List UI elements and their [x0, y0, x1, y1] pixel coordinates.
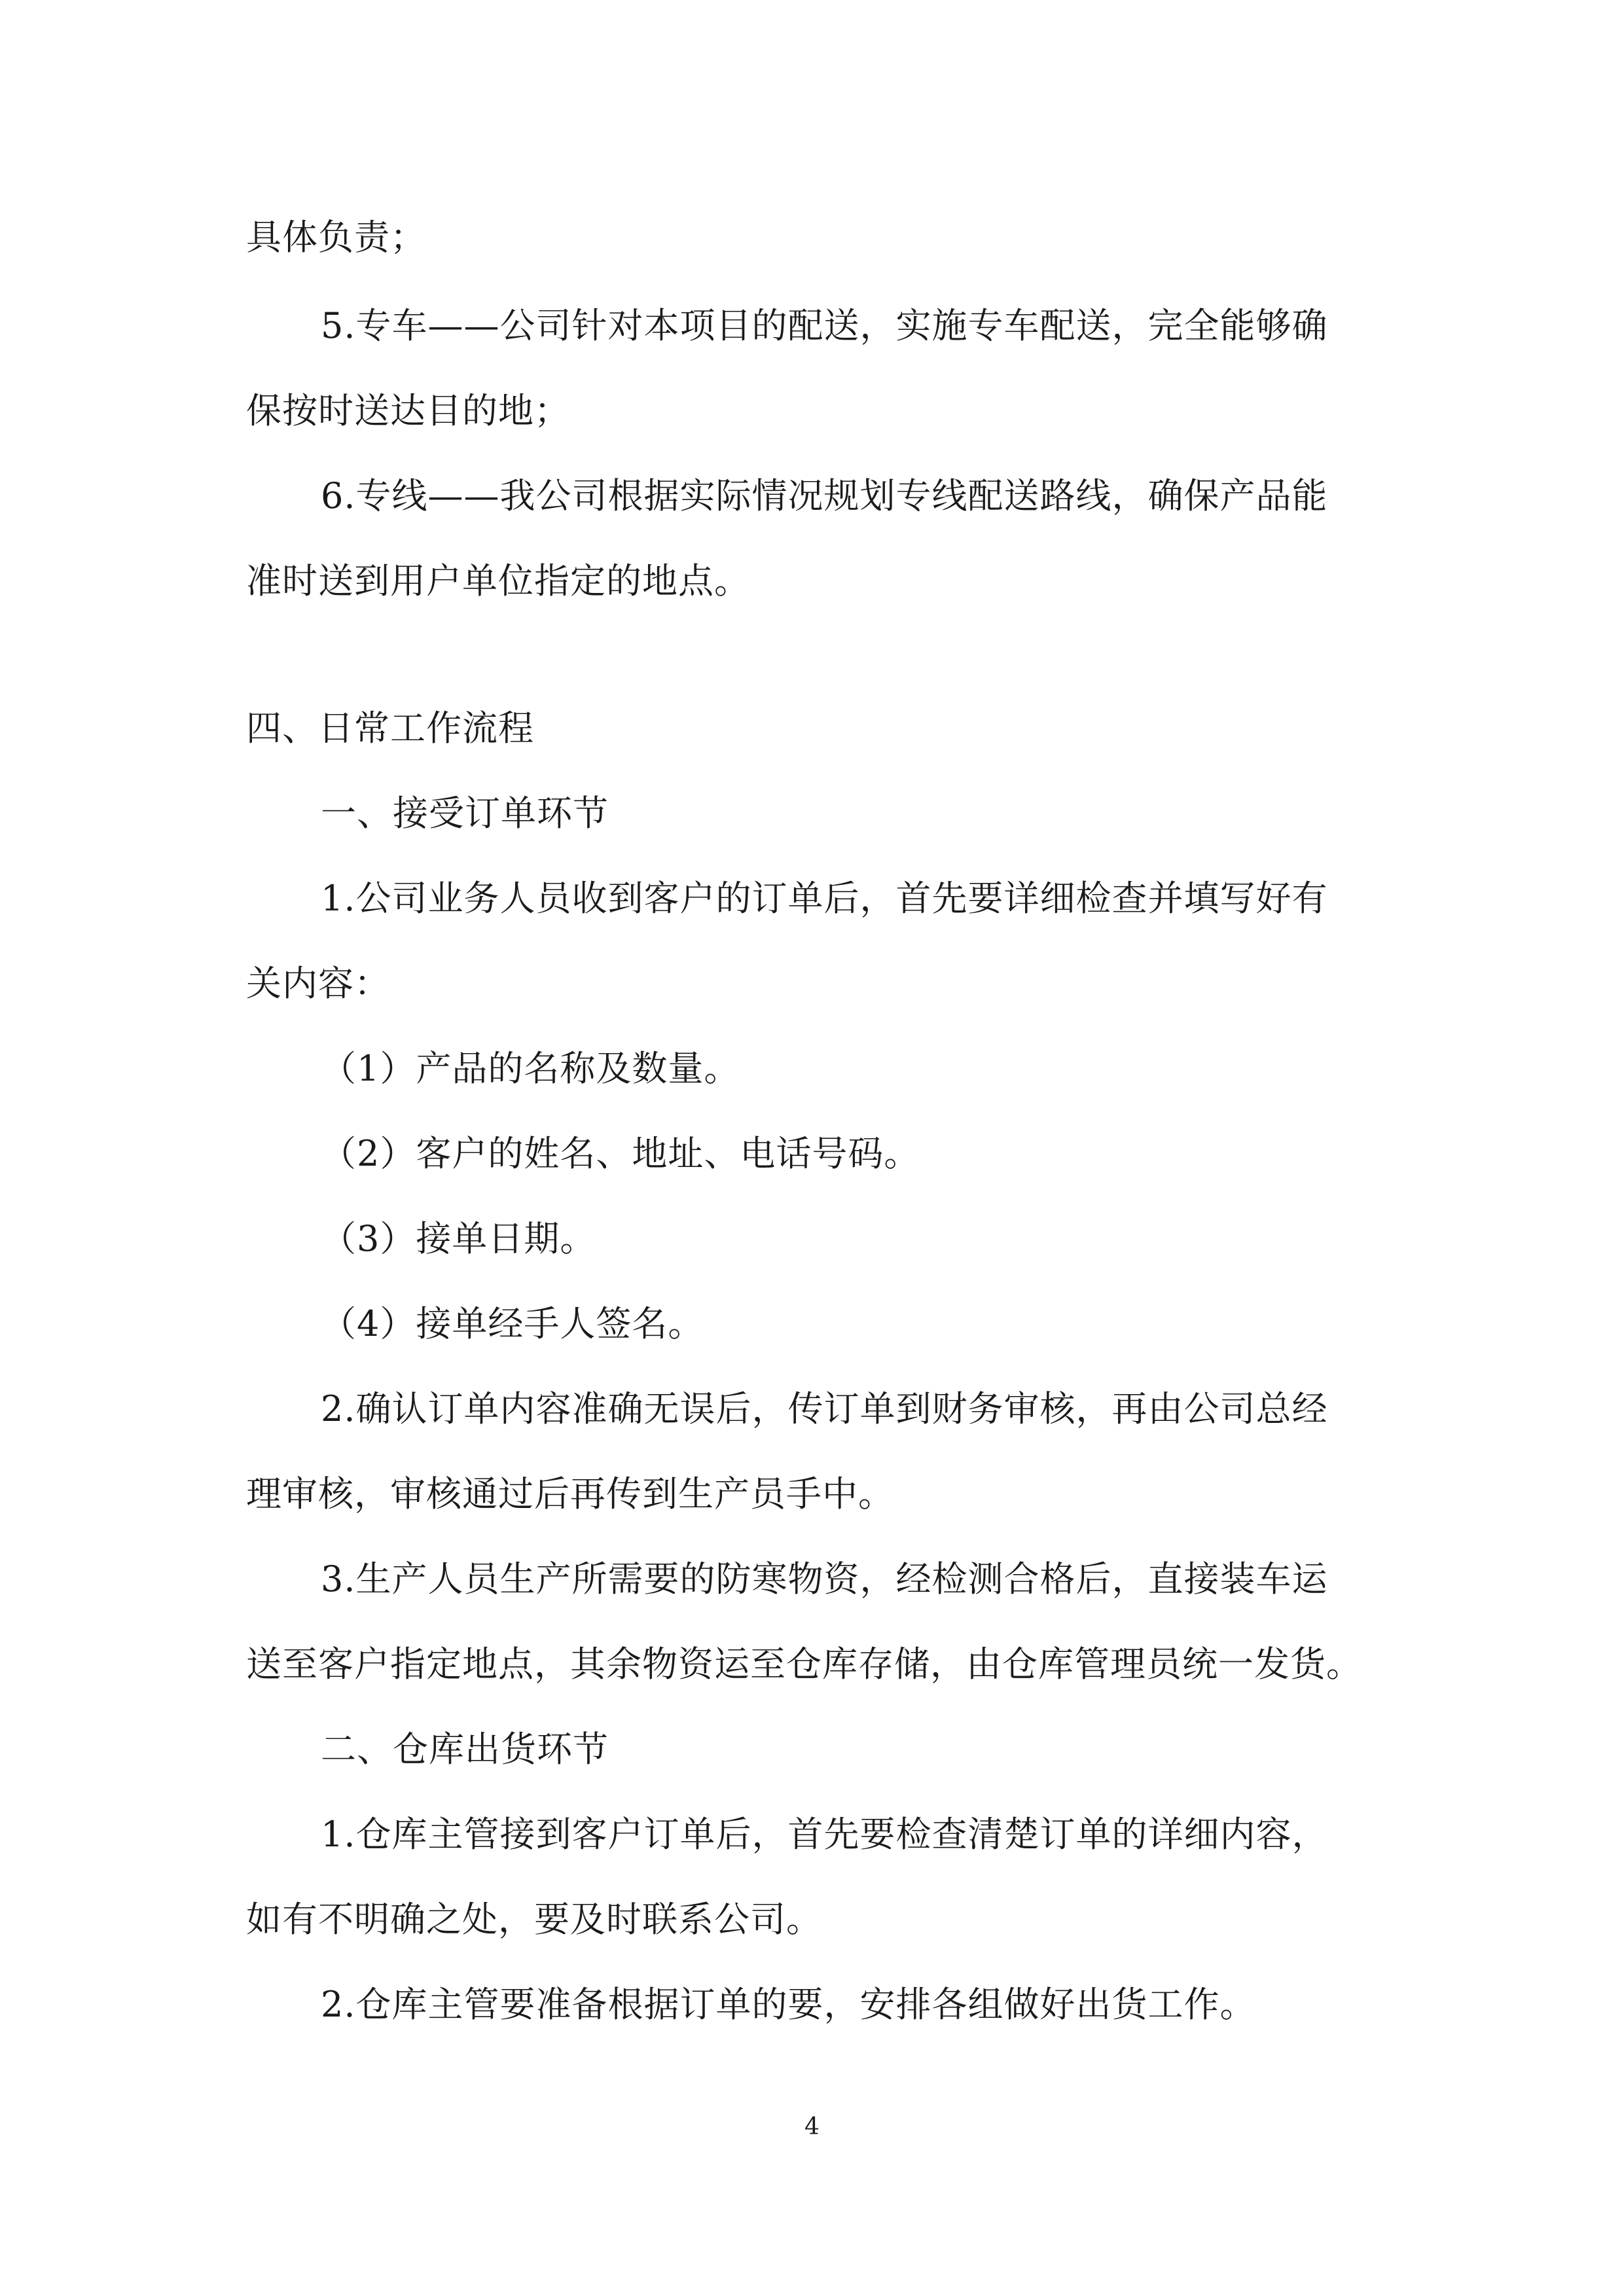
text-line: 1.公司业务人员收到客户的订单后，首先要详细检查并填写好有 — [321, 878, 1328, 919]
text-line: 3.生产人员生产所需要的防寒物资，经检测合格后，直接装车运 — [321, 1558, 1328, 1600]
text-line: 关内容： — [246, 963, 390, 1004]
text-line: 准时送到用户单位指定的地点。 — [246, 560, 750, 601]
subsection-heading: 一、接受订单环节 — [321, 793, 609, 834]
text-line: 具体负责； — [246, 217, 426, 258]
text-line: 如有不明确之处，要及时联系公司。 — [246, 1899, 822, 1940]
text-line: 2.仓库主管要准备根据订单的要，安排各组做好出货工作。 — [321, 1984, 1256, 2025]
text-line: 理审核，审核通过后再传到生产员手中。 — [246, 1473, 894, 1515]
list-item: （2）客户的姓名、地址、电话号码。 — [321, 1133, 920, 1174]
page-number: 4 — [804, 2113, 820, 2140]
list-item: （1）产品的名称及数量。 — [321, 1048, 740, 1089]
list-item: （3）接单日期。 — [321, 1218, 596, 1259]
text-line: 送至客户指定地点，其余物资运至仓库存储，由仓库管理员统一发货。 — [246, 1643, 1362, 1685]
text-line: 2.确认订单内容准确无误后，传订单到财务审核，再由公司总经 — [321, 1388, 1328, 1429]
text-line: 保按时送达目的地； — [246, 390, 570, 431]
list-item: （4）接单经手人签名。 — [321, 1303, 704, 1344]
section-heading: 四、日常工作流程 — [246, 708, 534, 749]
subsection-heading: 二、仓库出货环节 — [321, 1729, 609, 1770]
text-line: 6.专线——我公司根据实际情况规划专线配送路线，确保产品能 — [321, 475, 1328, 516]
text-line: 1.仓库主管接到客户订单后，首先要检查清楚订单的详细内容， — [321, 1814, 1328, 1855]
text-line: 5.专车——公司针对本项目的配送，实施专车配送，完全能够确 — [321, 305, 1328, 346]
